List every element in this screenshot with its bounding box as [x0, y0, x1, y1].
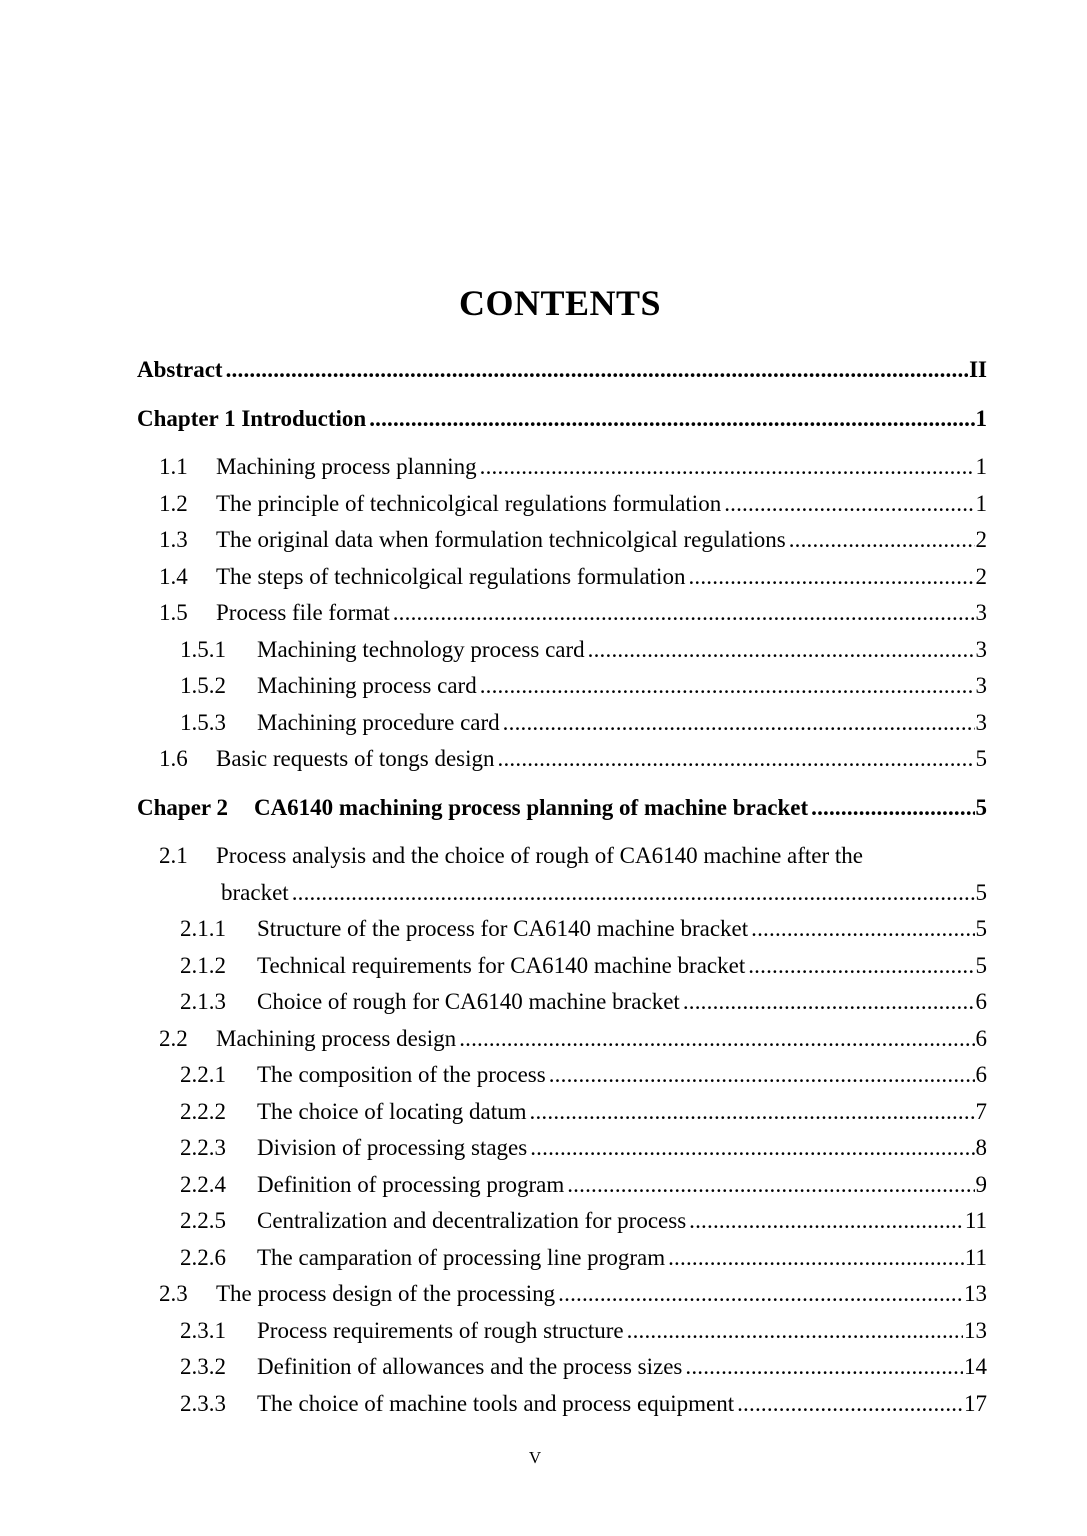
toc-entry — [137, 948, 987, 985]
toc-entry-page: 6 — [975, 989, 987, 1014]
toc-dot-leader — [588, 632, 975, 669]
toc-entry-title: bracket — [221, 879, 289, 905]
toc-dot-leader — [530, 1130, 974, 1167]
toc-entry-title: Machining technology process card — [257, 636, 585, 662]
toc-entry-number: 1.5.2 — [180, 673, 226, 698]
toc-entry-title: The composition of the process — [257, 1062, 546, 1087]
toc-entry — [137, 1386, 987, 1423]
toc-entry-number: 1.6 — [159, 746, 188, 771]
toc-dot-leader — [498, 741, 975, 778]
toc-entry — [137, 522, 987, 559]
toc-entry — [137, 1313, 987, 1350]
toc-entry-title: The principle of technicolgical regulations formulation — [216, 490, 722, 516]
toc-entry-page: 3 — [975, 709, 987, 735]
toc-entry-number: 2.1.3 — [180, 989, 226, 1014]
toc-entry-number: 2.2.5 — [180, 1208, 226, 1233]
toc-dot-leader — [567, 1167, 974, 1204]
toc-entry-page: 6 — [975, 1062, 987, 1087]
toc-entry-title: The process design of the processing — [216, 1281, 556, 1306]
toc-entry-number: 1.4 — [159, 563, 188, 589]
toc-entry-title: Process requirements of rough structure — [257, 1317, 624, 1343]
toc-entry — [137, 1276, 987, 1313]
toc-dot-leader — [480, 668, 975, 705]
toc-entry-title: Process analysis and the choice of rough of CA6140 machine after the — [216, 843, 863, 868]
toc-entry — [137, 1240, 987, 1277]
toc-entry-title: Process file format — [216, 600, 390, 625]
toc-entry — [137, 741, 987, 778]
toc-entry — [137, 984, 987, 1021]
toc-dot-leader — [369, 401, 974, 438]
toc-entry — [137, 1021, 987, 1058]
toc-dot-leader — [226, 352, 969, 389]
toc-entry-page: 17 — [964, 1390, 987, 1416]
toc-entry-title: Basic requests of tongs design — [216, 746, 495, 771]
toc-entry-page: 8 — [975, 1135, 987, 1160]
toc-entry — [137, 1057, 987, 1094]
toc-dot-leader — [737, 1386, 963, 1423]
toc-entry-title: Abstract — [137, 357, 223, 382]
toc-entry-page: 14 — [964, 1354, 987, 1379]
toc-dot-leader — [789, 522, 975, 559]
toc-dot-leader — [685, 1349, 963, 1386]
toc-entry-page: 9 — [975, 1171, 987, 1197]
toc-entry-title: Machining process card — [257, 673, 477, 698]
toc-entry-title: The original data when formulation technicolgical regulations — [216, 527, 786, 552]
toc-entry-page: 11 — [964, 1244, 987, 1270]
toc-entry — [137, 595, 987, 632]
toc-entry-title: Choice of rough for CA6140 machine bracket — [257, 989, 680, 1014]
toc-dot-leader — [503, 705, 975, 742]
toc-entry-number: 2.1 — [159, 843, 188, 868]
toc-entry-number: 2.1.2 — [180, 952, 226, 978]
toc-dot-leader — [480, 449, 975, 486]
toc-entry-title: The choice of locating datum — [257, 1098, 527, 1124]
toc-entry-page: 3 — [975, 673, 987, 698]
toc-dot-leader — [748, 948, 974, 985]
toc-dot-leader — [393, 595, 975, 632]
toc-entry-page: II — [969, 357, 987, 382]
toc-entry — [137, 1349, 987, 1386]
toc-dot-leader — [292, 875, 975, 912]
toc-entry-page: 11 — [964, 1208, 987, 1233]
toc-entry-title: Chapter 1 Introduction — [137, 405, 367, 431]
toc-entry-number: 1.3 — [159, 527, 188, 552]
toc-entry-title: Machining process planning — [216, 454, 477, 479]
toc-entry-title: CA6140 machining process planning of machine bracket — [253, 794, 809, 820]
toc-entry-number: 1.5 — [159, 600, 188, 625]
toc-entry-number: 2.2 — [159, 1025, 188, 1051]
toc-entry-title: The choice of machine tools and process equipment — [257, 1390, 735, 1416]
toc-entry-title: Definition of processing program — [257, 1171, 565, 1197]
toc-entry-title: Technical requirements for CA6140 machine bracket — [257, 952, 746, 978]
toc-entry-page: 5 — [975, 952, 987, 978]
page-title: CONTENTS — [458, 283, 662, 323]
toc-dot-leader — [689, 1203, 964, 1240]
toc-dot-leader — [668, 1240, 964, 1277]
toc-entry-page: 5 — [975, 746, 987, 771]
toc-entry — [137, 668, 987, 705]
toc-entry-title: Machining procedure card — [257, 709, 500, 735]
toc-entry-number: 2.2.6 — [180, 1244, 226, 1270]
toc-entry-number: 1.1 — [159, 454, 188, 479]
toc-entry-page: 3 — [975, 636, 987, 662]
toc-entry-number: 1.2 — [159, 490, 188, 516]
toc-entry — [137, 1203, 987, 1240]
toc-chapter-entry — [137, 790, 987, 827]
toc-entry-number: 2.1.1 — [180, 916, 226, 941]
toc-chapter-entry — [137, 352, 987, 389]
toc-entry — [137, 486, 987, 523]
toc-entry-title: The camparation of processing line program — [257, 1244, 666, 1270]
toc-entry-page: 3 — [975, 600, 987, 625]
toc-entry-page: 2 — [975, 527, 987, 552]
toc-entry — [137, 911, 987, 948]
toc-entry-number: 2.2.3 — [180, 1135, 226, 1160]
toc-entry-page: 1 — [975, 405, 987, 431]
toc-dot-leader — [530, 1094, 975, 1131]
toc-entry — [137, 1167, 987, 1204]
toc-entry — [137, 838, 987, 875]
toc-entry — [137, 632, 987, 669]
toc-chapter-entry — [137, 401, 987, 438]
toc-entry-title: Division of processing stages — [257, 1135, 528, 1160]
toc-dot-leader — [751, 911, 974, 948]
toc-entry-continuation — [137, 875, 987, 912]
toc-entry — [137, 705, 987, 742]
toc-dot-leader — [558, 1276, 963, 1313]
toc-entry-title: Machining process design — [216, 1025, 457, 1051]
toc-entry-page: 5 — [975, 879, 987, 905]
toc-entry-number: 2.3.2 — [180, 1354, 226, 1379]
toc-dot-leader — [683, 984, 975, 1021]
toc-entry-number: 1.5.3 — [180, 709, 226, 735]
toc-entry-page: 7 — [975, 1098, 987, 1124]
toc-entry-page: 1 — [975, 454, 987, 479]
toc-entry-number: 2.2.1 — [180, 1062, 226, 1087]
toc-entry — [137, 1094, 987, 1131]
toc-entry-page: 5 — [975, 916, 987, 941]
toc-entry-title: The steps of technicolgical regulations formulation — [216, 563, 686, 589]
toc-entry — [137, 449, 987, 486]
toc-entry-title: Centralization and decentralization for process — [257, 1208, 687, 1233]
toc-entry-page: 2 — [975, 563, 987, 589]
toc-entry-page: 1 — [975, 490, 987, 516]
toc-entry-number: Chaper 2 — [137, 794, 228, 820]
toc-entry-number: 2.3 — [159, 1281, 188, 1306]
toc-dot-leader — [549, 1057, 975, 1094]
toc-entry — [137, 1130, 987, 1167]
toc-dot-leader — [811, 790, 974, 827]
toc-entry-number: 2.3.1 — [180, 1317, 226, 1343]
toc-entry-number: 2.2.4 — [180, 1171, 226, 1197]
toc-entry-number: 2.2.2 — [180, 1098, 226, 1124]
toc-entry-page: 6 — [975, 1025, 987, 1051]
toc-entry-page: 5 — [975, 794, 987, 820]
toc-dot-leader — [724, 486, 974, 523]
toc-entry-number: 2.3.3 — [180, 1390, 226, 1416]
toc-dot-leader — [688, 559, 974, 596]
page-number-footer: V — [528, 1448, 542, 1467]
toc-dot-leader — [627, 1313, 963, 1350]
toc-entry-title: Definition of allowances and the process sizes — [257, 1354, 683, 1379]
toc-entry-page: 13 — [964, 1281, 987, 1306]
toc-entry-number: 1.5.1 — [180, 636, 226, 662]
toc-entry-page: 13 — [964, 1317, 987, 1343]
toc-entry-title: Structure of the process for CA6140 machine bracket — [257, 916, 749, 941]
toc-entry — [137, 559, 987, 596]
table-of-contents — [137, 352, 987, 1422]
toc-dot-leader — [459, 1021, 974, 1058]
